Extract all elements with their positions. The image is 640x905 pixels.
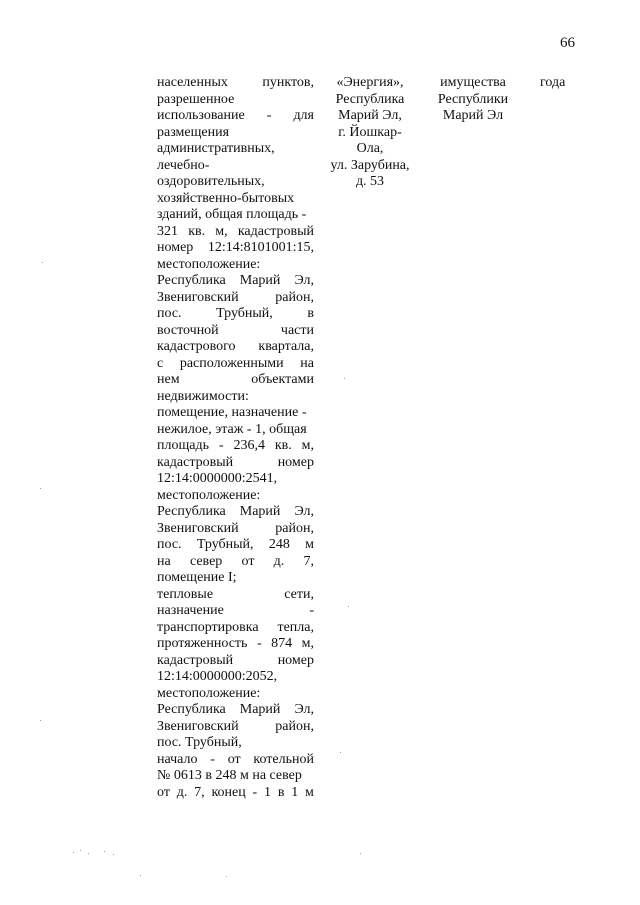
description-line: административных, bbox=[157, 141, 275, 156]
description-line: оздоровительных, bbox=[157, 174, 265, 189]
description-line bbox=[157, 603, 314, 620]
word: 7, bbox=[303, 553, 314, 569]
word: 236,4 bbox=[233, 438, 265, 453]
period-line: года bbox=[540, 75, 566, 90]
word: назначение bbox=[157, 603, 224, 618]
description-line: местоположение: bbox=[157, 256, 261, 272]
scan-speck bbox=[88, 853, 89, 854]
word: 321 bbox=[157, 223, 178, 239]
description-line: зданий, общая площадь - bbox=[157, 207, 307, 222]
word: 12:14:8101001:15, bbox=[207, 240, 314, 255]
word: Марий bbox=[239, 702, 281, 717]
word: 7, bbox=[194, 784, 205, 800]
word: кадастрового bbox=[157, 339, 236, 354]
word: площадь bbox=[157, 438, 209, 453]
word: начало bbox=[157, 751, 198, 767]
word: с bbox=[157, 355, 164, 371]
word: сети, bbox=[284, 586, 314, 602]
word: Марий bbox=[239, 504, 281, 519]
description-line bbox=[157, 224, 314, 241]
description-line bbox=[157, 306, 314, 323]
description-line bbox=[157, 702, 314, 719]
description-line: пос. Трубный, bbox=[157, 735, 242, 750]
property-line: имущества bbox=[440, 75, 506, 90]
word: Республика bbox=[157, 273, 226, 288]
word: в bbox=[277, 784, 285, 800]
word: расположенными bbox=[179, 355, 284, 371]
description-column bbox=[157, 75, 314, 801]
description-line: недвижимости: bbox=[157, 388, 249, 404]
property-column bbox=[430, 75, 516, 125]
page-number: 66 bbox=[560, 35, 575, 51]
word: пос. bbox=[157, 537, 182, 552]
word: населенных bbox=[157, 75, 228, 90]
word: транспортировка bbox=[157, 619, 259, 635]
word: - bbox=[309, 603, 314, 618]
description-line bbox=[157, 356, 314, 373]
word: от bbox=[227, 751, 241, 767]
description-line bbox=[157, 719, 314, 736]
word: м, bbox=[301, 636, 314, 651]
description-line bbox=[157, 554, 314, 571]
word: север bbox=[189, 553, 223, 569]
owner-line: Марий Эл, bbox=[338, 108, 402, 123]
scan-speck bbox=[340, 752, 341, 753]
word: д. bbox=[176, 784, 188, 800]
description-line: местоположение: bbox=[157, 685, 261, 701]
description-line bbox=[157, 455, 314, 472]
description-line bbox=[157, 785, 314, 802]
word: - bbox=[256, 636, 262, 651]
description-line bbox=[157, 504, 314, 521]
word: 248 bbox=[268, 537, 290, 552]
description-line bbox=[157, 273, 314, 290]
word: кадастровый bbox=[157, 652, 234, 668]
scan-speck bbox=[226, 876, 227, 877]
word: конец bbox=[211, 784, 246, 800]
word: Марий bbox=[239, 273, 281, 288]
word: район, bbox=[275, 520, 314, 536]
description-line: размещения bbox=[157, 124, 230, 140]
description-line: местоположение: bbox=[157, 487, 261, 503]
word: - bbox=[266, 108, 272, 123]
word: Звениговский bbox=[157, 289, 239, 305]
word: 1 bbox=[291, 784, 299, 800]
property-line: Республики bbox=[437, 91, 509, 107]
scan-speck bbox=[348, 606, 349, 607]
period-column bbox=[540, 75, 580, 92]
owner-line: д. 53 bbox=[355, 174, 385, 189]
word: тепла, bbox=[277, 619, 314, 635]
word: нем bbox=[157, 372, 180, 387]
word: от bbox=[241, 553, 255, 569]
description-line: нежилое, этаж - 1, общая bbox=[157, 421, 307, 437]
scan-speck bbox=[344, 378, 345, 379]
description-line bbox=[157, 587, 314, 604]
word: Республика bbox=[157, 702, 226, 717]
word: м bbox=[305, 537, 314, 552]
word: на bbox=[300, 355, 314, 371]
description-line bbox=[157, 339, 314, 356]
description-line bbox=[157, 290, 314, 307]
description-line: помещение I; bbox=[157, 570, 237, 585]
description-line: помещение, назначение - bbox=[157, 405, 307, 420]
description-line: разрешенное bbox=[157, 91, 235, 107]
word: квартала, bbox=[258, 339, 314, 354]
word: Звениговский bbox=[157, 718, 239, 734]
word: тепловые bbox=[157, 586, 214, 602]
description-line: 12:14:0000000:2052, bbox=[157, 669, 278, 684]
word: район, bbox=[275, 289, 314, 305]
scan-speck bbox=[40, 488, 41, 489]
scan-speck bbox=[113, 854, 114, 855]
word: номер bbox=[277, 652, 314, 668]
word: Республика bbox=[157, 504, 226, 519]
word: объектами bbox=[251, 372, 314, 387]
word: номер bbox=[157, 240, 194, 255]
word: - bbox=[218, 438, 224, 453]
owner-line: Республика bbox=[335, 91, 405, 107]
word: кв. bbox=[274, 438, 292, 453]
description-line bbox=[157, 75, 314, 92]
scan-speck bbox=[42, 262, 43, 263]
scan-speck bbox=[40, 720, 41, 721]
word: м bbox=[305, 784, 314, 800]
description-line bbox=[157, 372, 314, 389]
word: на bbox=[157, 553, 171, 569]
word: м, bbox=[215, 223, 228, 239]
word: восточной bbox=[157, 322, 219, 338]
description-line bbox=[157, 240, 314, 257]
description-line bbox=[157, 537, 314, 554]
word: Трубный, bbox=[216, 306, 273, 321]
word: для bbox=[293, 108, 314, 123]
owner-line: г. Йошкар- bbox=[338, 124, 402, 140]
description-line: № 0613 в 248 м на север bbox=[157, 768, 302, 783]
word: кадастровый bbox=[157, 454, 234, 470]
word: пос. bbox=[157, 306, 182, 321]
scan-speck bbox=[360, 853, 361, 854]
description-line: 12:14:0000000:2541, bbox=[157, 471, 278, 486]
word: номер bbox=[277, 454, 314, 470]
word: Трубный, bbox=[196, 537, 254, 552]
word: Эл, bbox=[294, 504, 314, 519]
word: 1 bbox=[264, 784, 272, 800]
description-line bbox=[157, 521, 314, 538]
word: - bbox=[252, 784, 258, 800]
owner-line: Ола, bbox=[356, 141, 384, 156]
description-line: хозяйственно-бытовых bbox=[157, 190, 295, 206]
description-line bbox=[157, 620, 314, 637]
description-line bbox=[157, 323, 314, 340]
word: Эл, bbox=[294, 702, 314, 717]
word: Звениговский bbox=[157, 520, 239, 536]
description-line bbox=[157, 108, 314, 125]
description-line bbox=[157, 636, 314, 653]
owner-column bbox=[322, 75, 418, 191]
description-line bbox=[157, 752, 314, 769]
word: д. bbox=[273, 553, 285, 569]
scan-speck bbox=[80, 850, 81, 851]
scan-speck bbox=[73, 852, 74, 853]
description-line bbox=[157, 653, 314, 670]
word: район, bbox=[275, 718, 314, 734]
scan-speck bbox=[140, 875, 141, 876]
word: Эл, bbox=[294, 273, 314, 288]
property-line: Марий Эл bbox=[442, 108, 504, 123]
word: в bbox=[307, 306, 314, 321]
owner-line: ул. Зарубина, bbox=[330, 157, 410, 173]
word: от bbox=[157, 784, 170, 800]
word: пунктов, bbox=[262, 75, 314, 90]
scan-speck bbox=[104, 851, 105, 852]
word: использование bbox=[157, 108, 245, 123]
description-line: лечебно- bbox=[157, 157, 210, 173]
owner-line: «Энергия», bbox=[336, 75, 404, 90]
description-line bbox=[157, 438, 314, 455]
word: - bbox=[210, 751, 215, 767]
word: протяженность bbox=[157, 636, 248, 651]
word: м, bbox=[301, 438, 314, 453]
word: кадастровый bbox=[237, 223, 314, 239]
word: котельной bbox=[253, 751, 314, 767]
word: кв. bbox=[188, 223, 206, 239]
word: 874 bbox=[271, 636, 293, 651]
word: части bbox=[280, 322, 314, 338]
